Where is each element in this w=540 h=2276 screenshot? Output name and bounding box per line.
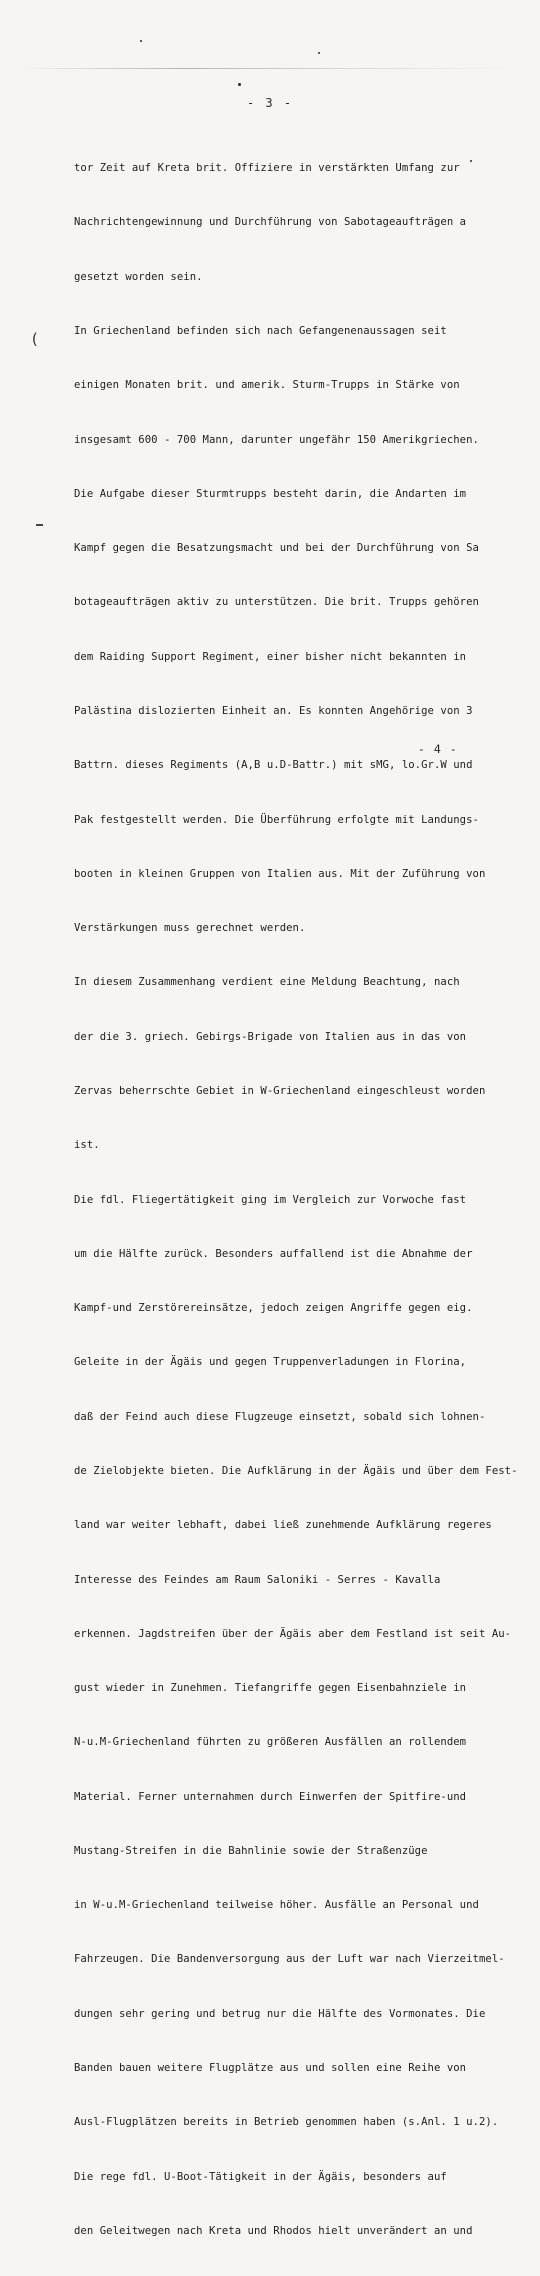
scan-artifact-line bbox=[16, 68, 516, 69]
text-line: land war weiter lebhaft, dabei ließ zunehmende Aufklärung regeres bbox=[74, 1519, 492, 1532]
text-line: dungen sehr gering und betrug nur die Hälfte des Vormonates. Die bbox=[74, 2007, 486, 2020]
text-line: tor Zeit auf Kreta brit. Offiziere in verstärkten Umfang zur bbox=[74, 162, 460, 175]
text-line: Geleite in der Ägäis und gegen Truppenverladungen in Florina, bbox=[74, 1356, 467, 1369]
scan-speck bbox=[318, 52, 320, 54]
text-line: gesetzt worden sein. bbox=[74, 270, 203, 283]
text-line: de Zielobjekte bieten. Die Aufklärung in der Ägäis und über dem Fest- bbox=[74, 1464, 518, 1477]
page-number-bottom: - 4 - bbox=[418, 742, 458, 756]
text-line: Die rege fdl. U-Boot-Tätigkeit in der Ägäis, besonders auf bbox=[74, 2170, 447, 2183]
text-line: insgesamt 600 - 700 Mann, darunter ungefähr 150 Amerikgriechen. bbox=[74, 433, 479, 446]
scan-speck bbox=[140, 40, 142, 42]
text-line: In diesem Zusammenhang verdient eine Meldung Beachtung, nach bbox=[74, 976, 460, 989]
text-line: um die Hälfte zurück. Besonders auffallend ist die Abnahme der bbox=[74, 1247, 473, 1260]
text-line: in W-u.M-Griechenland teilweise höher. Ausfälle an Personal und bbox=[74, 1899, 479, 1912]
scan-speck bbox=[238, 83, 241, 86]
text-line: gust wieder in Zunehmen. Tiefangriffe gegen Eisenbahnziele in bbox=[74, 1682, 467, 1695]
margin-mark: ( bbox=[30, 330, 40, 348]
margin-mark bbox=[36, 524, 43, 526]
body-text bbox=[74, 123, 518, 2276]
text-line: Zervas beherrschte Gebiet in W-Griechenland eingeschleust worden bbox=[74, 1084, 486, 1097]
text-line: einigen Monaten brit. und amerik. Sturm-Trupps in Stärke von bbox=[74, 379, 460, 392]
text-line: Battrn. dieses Regiments (A,B u.D-Battr.) mit sMG, lo.Gr.W und bbox=[74, 759, 473, 772]
text-line: dem Raiding Support Regiment, einer bisher nicht bekannten in bbox=[74, 650, 467, 663]
text-line: Die Aufgabe dieser Sturmtrupps besteht darin, die Andarten im bbox=[74, 487, 467, 500]
text-line: botageaufträgen aktiv zu unterstützen. Die brit. Trupps gehören bbox=[74, 596, 479, 609]
text-line: In Griechenland befinden sich nach Gefangenenaussagen seit bbox=[74, 325, 447, 338]
page-number-top: - 3 - bbox=[246, 96, 294, 110]
text-line: Verstärkungen muss gerechnet werden. bbox=[74, 922, 306, 935]
text-line: Interesse des Feindes am Raum Saloniki - Serres - Kavalla bbox=[74, 1573, 441, 1586]
text-line: Nachrichtengewinnung und Durchführung von Sabotageaufträgen a bbox=[74, 216, 467, 229]
text-line: Palästina dislozierten Einheit an. Es konnten Angehörige von 3 bbox=[74, 705, 473, 717]
text-line: Die fdl. Fliegertätigkeit ging im Vergleich zur Vorwoche fast bbox=[74, 1193, 467, 1206]
text-line: erkennen. Jagdstreifen über der Ägäis aber dem Festland ist seit Au- bbox=[74, 1627, 512, 1640]
text-line: Ausl-Flugplätzen bereits in Betrieb genommen haben (s.Anl. 1 u.2). bbox=[74, 2116, 499, 2129]
text-line: ist. bbox=[74, 1139, 100, 1152]
scan-speck bbox=[470, 160, 472, 162]
text-line: den Geleitwegen nach Kreta und Rhodos hielt unverändert an und bbox=[74, 2224, 473, 2237]
text-line: N-u.M-Griechenland führten zu größeren Ausfällen an rollendem bbox=[74, 1736, 467, 1749]
text-line: Fahrzeugen. Die Bandenversorgung aus der Luft war nach Vierzeitmel- bbox=[74, 1953, 505, 1966]
text-line: der die 3. griech. Gebirgs-Brigade von Italien aus in das von bbox=[74, 1030, 467, 1043]
text-line: Material. Ferner unternahmen durch Einwerfen der Spitfire-und bbox=[74, 1790, 467, 1803]
text-line: Kampf gegen die Besatzungsmacht und bei der Durchführung von Sa bbox=[74, 542, 479, 555]
text-line: daß der Feind auch diese Flugzeuge einsetzt, sobald sich lohnen- bbox=[74, 1410, 486, 1423]
text-line: Mustang-Streifen in die Bahnlinie sowie der Straßenzüge bbox=[74, 1844, 428, 1857]
text-line: Banden bauen weitere Flugplätze aus und sollen eine Reihe von bbox=[74, 2062, 467, 2075]
text-line: booten in kleinen Gruppen von Italien aus. Mit der Zuführung von bbox=[74, 867, 486, 880]
text-line: Kampf-und Zerstörereinsätze, jedoch zeigen Angriffe gegen eig. bbox=[74, 1302, 473, 1315]
text-line: Pak festgestellt werden. Die Überführung erfolgte mit Landungs- bbox=[74, 813, 479, 826]
